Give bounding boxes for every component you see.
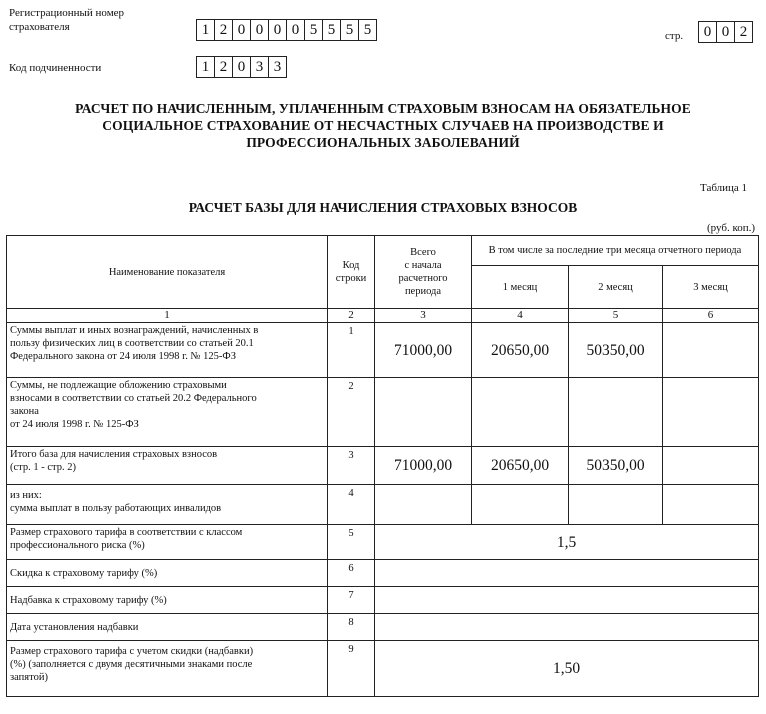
row-code: 5 xyxy=(328,525,375,560)
sub-digit: 3 xyxy=(268,56,287,78)
col-number: 5 xyxy=(569,309,663,323)
total-value: 71000,00 xyxy=(375,323,472,378)
document-title-line3: ПРОФЕССИОНАЛЬНЫХ ЗАБОЛЕВАНИЙ xyxy=(246,135,520,150)
col-header-last3: В том числе за последние три месяца отчетного периода xyxy=(472,236,759,266)
month2-value: 50350,00 xyxy=(569,323,663,378)
row-name-line: из них: xyxy=(10,490,42,501)
page-digit: 2 xyxy=(734,21,753,43)
table-row xyxy=(7,447,759,485)
reg-digit: 5 xyxy=(304,19,323,41)
subordination-code-label: Код подчиненности xyxy=(9,62,102,74)
row-name xyxy=(7,560,328,587)
table-row xyxy=(7,525,759,560)
row-name xyxy=(7,485,328,525)
row-name-line: Размер страхового тарифа с учетом скидки (надбавки) xyxy=(10,646,254,657)
month1-value: 20650,00 xyxy=(472,447,569,485)
row-name xyxy=(7,641,328,697)
row-name-line: закона xyxy=(10,406,39,417)
month2-value: 50350,00 xyxy=(569,447,663,485)
row-name xyxy=(7,614,328,641)
row-name xyxy=(7,323,328,378)
table-row xyxy=(7,614,759,641)
row-name-line: Суммы выплат и иных вознаграждений, начисленных в xyxy=(10,325,259,336)
reg-number-label xyxy=(9,6,124,34)
month3-value xyxy=(663,485,759,525)
month1-value: 20650,00 xyxy=(472,323,569,378)
row-code: 8 xyxy=(328,614,375,641)
row-name-line: взносами в соответствии со статьей 20.2 Федерального xyxy=(10,393,257,404)
col-number: 4 xyxy=(472,309,569,323)
sub-digit: 0 xyxy=(232,56,251,78)
sub-digit: 1 xyxy=(196,56,215,78)
total-value: 71000,00 xyxy=(375,447,472,485)
table-row xyxy=(7,378,759,447)
row-name-line: Скидка к страховому тарифу (%) xyxy=(10,568,158,579)
col-header-month1: 1 месяц xyxy=(472,266,569,309)
discount-value xyxy=(375,560,759,587)
row-name-line: Надбавка к страховому тарифу (%) xyxy=(10,595,167,606)
document-title-line2: СОЦИАЛЬНОЕ СТРАХОВАНИЕ ОТ НЕСЧАСТНЫХ СЛУЧАЕВ НА ПРОИЗВОДСТВЕ И xyxy=(102,118,664,133)
table-row xyxy=(7,641,759,697)
document-title xyxy=(0,100,766,151)
row-name-line: от 24 июля 1998 г. № 125-ФЗ xyxy=(10,419,139,430)
col-header-total-line3: расчетного xyxy=(398,273,448,284)
reg-digit: 0 xyxy=(286,19,305,41)
row-name-line: Итого база для начисления страховых взносов xyxy=(10,449,218,460)
col-header-code: Код строки xyxy=(328,236,375,309)
total-value xyxy=(375,378,472,447)
page-digit: 0 xyxy=(716,21,735,43)
table-row xyxy=(7,323,759,378)
col-header-total-line4: периода xyxy=(404,286,442,297)
row-code: 2 xyxy=(328,378,375,447)
month1-value xyxy=(472,485,569,525)
reg-digit: 2 xyxy=(214,19,233,41)
row-name xyxy=(7,525,328,560)
reg-digit: 5 xyxy=(322,19,341,41)
sub-digit: 2 xyxy=(214,56,233,78)
col-number: 1 xyxy=(7,309,328,323)
month3-value xyxy=(663,378,759,447)
surcharge-date-value xyxy=(375,614,759,641)
row-name-line: Дата установления надбавки xyxy=(10,622,139,633)
row-code: 7 xyxy=(328,587,375,614)
reg-digit: 0 xyxy=(232,19,251,41)
reg-digit: 5 xyxy=(358,19,377,41)
row-name-line: (%) (заполняется с двумя десятичными знаками после xyxy=(10,659,253,670)
month2-value xyxy=(569,378,663,447)
section-title: РАСЧЕТ БАЗЫ ДЛЯ НАЧИСЛЕНИЯ СТРАХОВЫХ ВЗНОСОВ xyxy=(188,200,578,215)
row-name-line: Размер страхового тарифа в соответствии с классом xyxy=(10,527,243,538)
reg-number-cells xyxy=(196,19,377,41)
col-header-total-line2: с начала xyxy=(404,260,442,271)
row-name-line: Суммы, не подлежащие обложению страховыми xyxy=(10,380,227,391)
row-code: 9 xyxy=(328,641,375,697)
col-number: 2 xyxy=(328,309,375,323)
page-number-cells xyxy=(698,21,753,43)
reg-digit: 0 xyxy=(250,19,269,41)
row-name xyxy=(7,447,328,485)
reg-number-label-line2: страхователя xyxy=(9,21,70,33)
tariff-value: 1,5 xyxy=(375,525,759,560)
row-name-line: Федерального закона от 24 июля 1998 г. № 125-ФЗ xyxy=(10,351,236,362)
row-name-line: (стр. 1 - стр. 2) xyxy=(10,462,76,473)
reg-number-label-line1: Регистрационный номер xyxy=(9,7,125,19)
header-row xyxy=(7,236,759,266)
month1-value xyxy=(472,378,569,447)
page-digit: 0 xyxy=(698,21,717,43)
row-code: 1 xyxy=(328,323,375,378)
row-code: 3 xyxy=(328,447,375,485)
row-name-line: пользу физических лиц в соответствии со статьей 20.1 xyxy=(10,338,254,349)
month3-value xyxy=(663,447,759,485)
col-header-month2: 2 месяц xyxy=(569,266,663,309)
subordination-code-cells xyxy=(196,56,287,78)
col-number: 3 xyxy=(375,309,472,323)
page-label: стр. xyxy=(665,30,684,42)
month3-value xyxy=(663,323,759,378)
table-caption: Таблица 1 xyxy=(700,182,748,194)
total-value xyxy=(375,485,472,525)
row-name-line: профессионального риска (%) xyxy=(10,540,145,551)
column-numbers-row xyxy=(7,309,759,323)
table-row xyxy=(7,485,759,525)
col-header-total xyxy=(375,236,472,309)
table-row xyxy=(7,587,759,614)
col-header-month3: 3 месяц xyxy=(663,266,759,309)
reg-digit: 1 xyxy=(196,19,215,41)
row-name-line: сумма выплат в пользу работающих инвалидов xyxy=(10,503,222,514)
adjusted-tariff-value: 1,50 xyxy=(375,641,759,697)
col-number: 6 xyxy=(663,309,759,323)
reg-digit: 0 xyxy=(268,19,287,41)
sub-digit: 3 xyxy=(250,56,269,78)
reg-digit: 5 xyxy=(340,19,359,41)
document-title-line1: РАСЧЕТ ПО НАЧИСЛЕННЫМ, УПЛАЧЕННЫМ СТРАХОВЫМ ВЗНОСАМ НА ОБЯЗАТЕЛЬНОЕ xyxy=(75,101,691,116)
row-code: 4 xyxy=(328,485,375,525)
col-header-name: Наименование показателя xyxy=(7,236,328,309)
base-calculation-table xyxy=(6,235,759,697)
row-code: 6 xyxy=(328,560,375,587)
row-name xyxy=(7,378,328,447)
units-label: (руб. коп.) xyxy=(707,222,756,234)
table-row xyxy=(7,560,759,587)
col-header-total-line1: Всего xyxy=(410,247,436,258)
surcharge-value xyxy=(375,587,759,614)
row-name-line: запятой) xyxy=(10,672,48,683)
month2-value xyxy=(569,485,663,525)
row-name xyxy=(7,587,328,614)
